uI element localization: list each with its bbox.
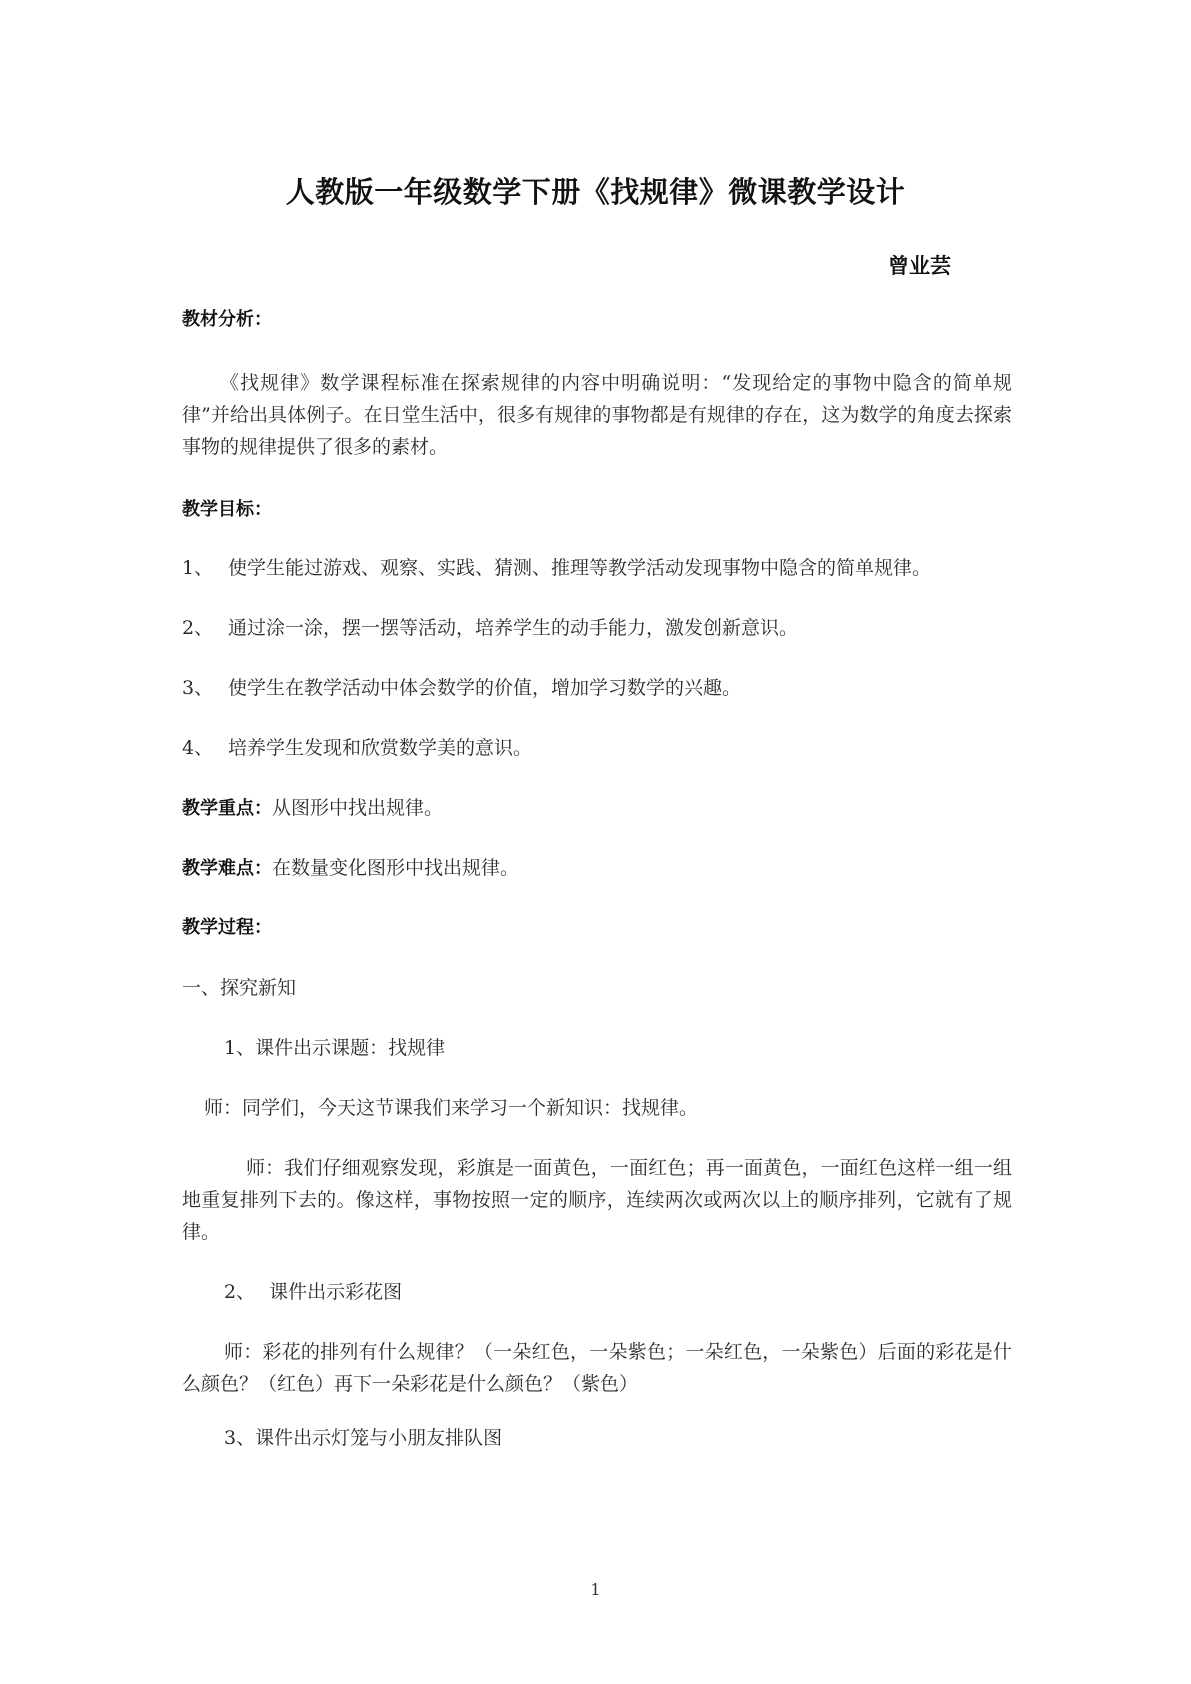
objective-item-1: [182, 552, 1012, 584]
difficulty-text: 在数量变化图形中找出规律。: [272, 857, 520, 879]
process-step-2-text: 课件出示彩花图: [269, 1281, 403, 1303]
objective-number: 3、: [182, 677, 214, 699]
process-step-2-number: 2、: [224, 1281, 256, 1303]
objective-text: 使学生在教学活动中体会数学的价值，增加学习数学的兴趣。: [228, 677, 742, 699]
objective-item-4: [182, 732, 1012, 764]
objective-number: 4、: [182, 737, 214, 759]
key-point-line: [182, 792, 1012, 825]
objective-text: 通过涂一涂，摆一摆等活动，培养学生的动手能力，激发创新意识。: [228, 617, 799, 639]
objective-number: 1、: [182, 557, 214, 579]
objectives-heading: 教学目标：: [182, 499, 272, 520]
objective-text: 培养学生发现和欣赏数学美的意识。: [228, 737, 533, 759]
material-analysis-heading: 教材分析：: [182, 309, 272, 330]
process-step-2-teacher: 师：彩花的排列有什么规律？（一朵红色，一朵紫色；一朵红色，一朵紫色）后面的彩花是什么颜色？（红色）再下一朵彩花是什么颜色？（紫色）: [182, 1341, 1012, 1395]
difficulty-label: 教学难点：: [182, 858, 272, 879]
document-title: 人教版一年级数学下册《找规律》微课教学设计: [285, 175, 906, 209]
key-point-text: 从图形中找出规律。: [272, 797, 444, 819]
material-analysis-paragraph: 《找规律》数学课程标准在探索规律的内容中明确说明：“发现给定的事物中隐含的简单规律”并给出具体例子。在日堂生活中，很多有规律的事物都是有规律的存在，这为数学的角度去探索事物的规律提供了很多的素材。: [182, 372, 1012, 458]
process-heading: 教学过程：: [182, 917, 272, 938]
process-step-2: [182, 1276, 1012, 1308]
process-step-1-teacher: 师：同学们，今天这节课我们来学习一个新知识：找规律。: [204, 1097, 699, 1119]
objective-item-2: [182, 612, 1012, 644]
difficulty-line: [182, 852, 1012, 885]
process-step-1-teacher-2: 师：我们仔细观察发现，彩旗是一面黄色，一面红色；再一面黄色，一面红色这样一组一组地重复排列下去的。像这样，事物按照一定的顺序，连续两次或两次以上的顺序排列，它就有了规律。: [182, 1157, 1012, 1243]
process-section-1: 一、探究新知: [182, 977, 297, 999]
key-point-label: 教学重点：: [182, 798, 272, 819]
objective-item-3: [182, 672, 1012, 704]
author-name: 曾业芸: [888, 254, 951, 278]
process-step-3: 3、课件出示灯笼与小朋友排队图: [224, 1427, 503, 1449]
process-step-1: 1、课件出示课题：找规律: [224, 1037, 446, 1059]
page-number: 1: [590, 1580, 601, 1599]
objective-text: 使学生能过游戏、观察、实践、猜测、推理等教学活动发现事物中隐含的简单规律。: [228, 557, 932, 579]
objective-number: 2、: [182, 617, 214, 639]
